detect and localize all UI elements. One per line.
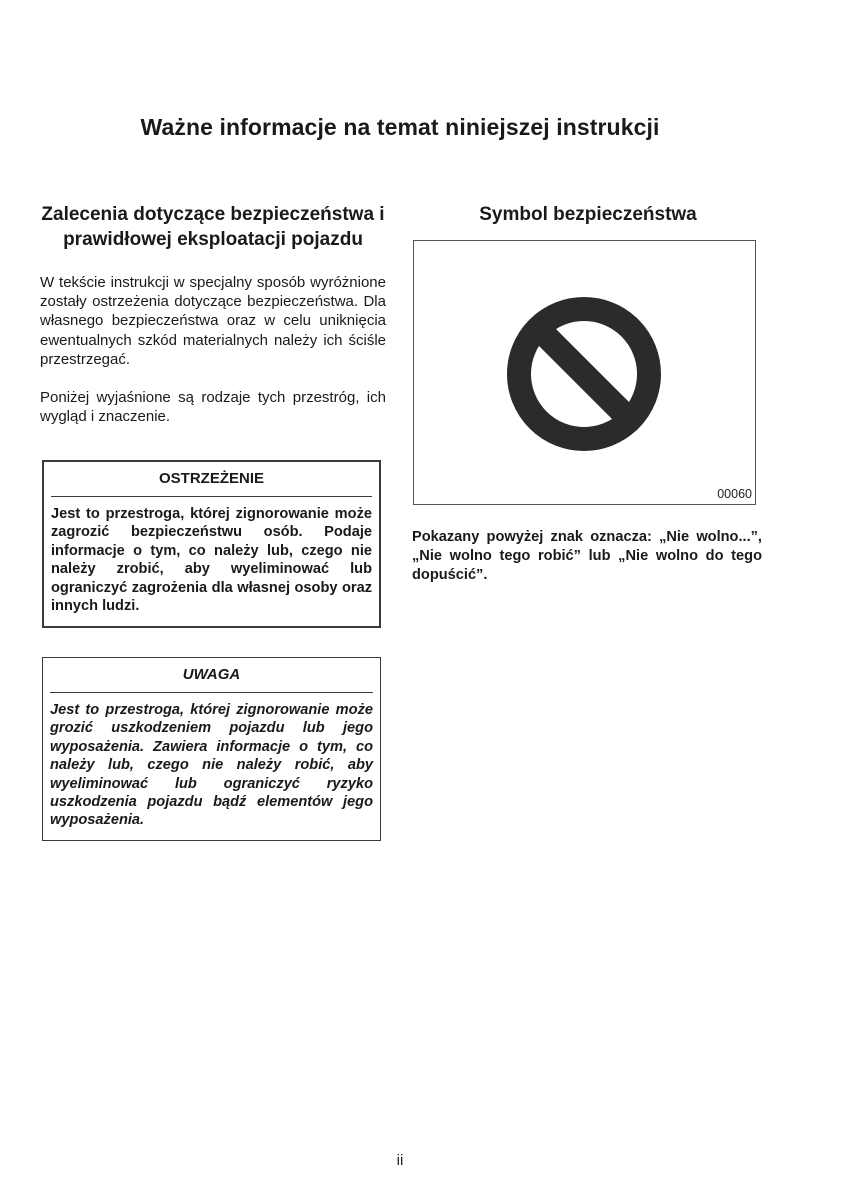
types-paragraph: Poniżej wyjaśnione są rodzaje tych przestróg, ich wygląd i znaczenie. xyxy=(40,389,386,426)
page-number: ii xyxy=(396,1152,404,1169)
safety-symbol-section xyxy=(412,202,764,227)
prohibition-sign-icon xyxy=(506,296,662,452)
caution-heading: UWAGA xyxy=(50,666,373,693)
safety-guidelines-section xyxy=(40,202,386,426)
warning-heading: OSTRZEŻENIE xyxy=(51,470,372,497)
warning-box xyxy=(42,460,381,628)
figure-number: 00060 xyxy=(717,487,752,501)
warning-text: Jest to przestroga, której zignorowanie może zagrozić bezpieczeństwu osób. Podaje informacje o tym, co należy lub, czego nie należy zrobić, aby wyeliminować lub ograniczyć zagrożenia dla własnej osoby oraz innych ludzi. xyxy=(51,506,372,615)
caution-box xyxy=(42,657,381,841)
page-title: Ważne informacje na temat niniejszej instrukcji xyxy=(140,114,660,140)
symbol-figure xyxy=(413,240,756,505)
symbol-caption: Pokazany powyżej znak oznacza: „Nie wolno...”, „Nie wolno tego robić” lub „Nie wolno do tego dopuścić”. xyxy=(412,529,762,583)
section-title-safety-symbol: Symbol bezpieczeństwa xyxy=(479,204,697,225)
caution-text: Jest to przestroga, której zignorowanie może grozić uszkodzeniem pojazdu lub jego wyposażenia. Zawiera informacje o tym, co należy lub, czego nie należy robić, aby wyeliminować lub ograniczyć ryzyko uszkodzenia pojazdu bądź elementów jego wyposażenia. xyxy=(50,702,373,829)
section-title-safety-guidelines: Zalecenia dotyczące bezpieczeństwa i prawidłowej eksploatacji pojazdu xyxy=(41,204,385,250)
intro-paragraph: W tekście instrukcji w specjalny sposób wyróżnione zostały ostrzeżenia dotyczące bezpieczeństwa. Dla własnego bezpieczeństwa oraz w celu uniknięcia ewentualnych szkód materialnych należy ich ściśle przestrzegać. xyxy=(40,274,386,368)
